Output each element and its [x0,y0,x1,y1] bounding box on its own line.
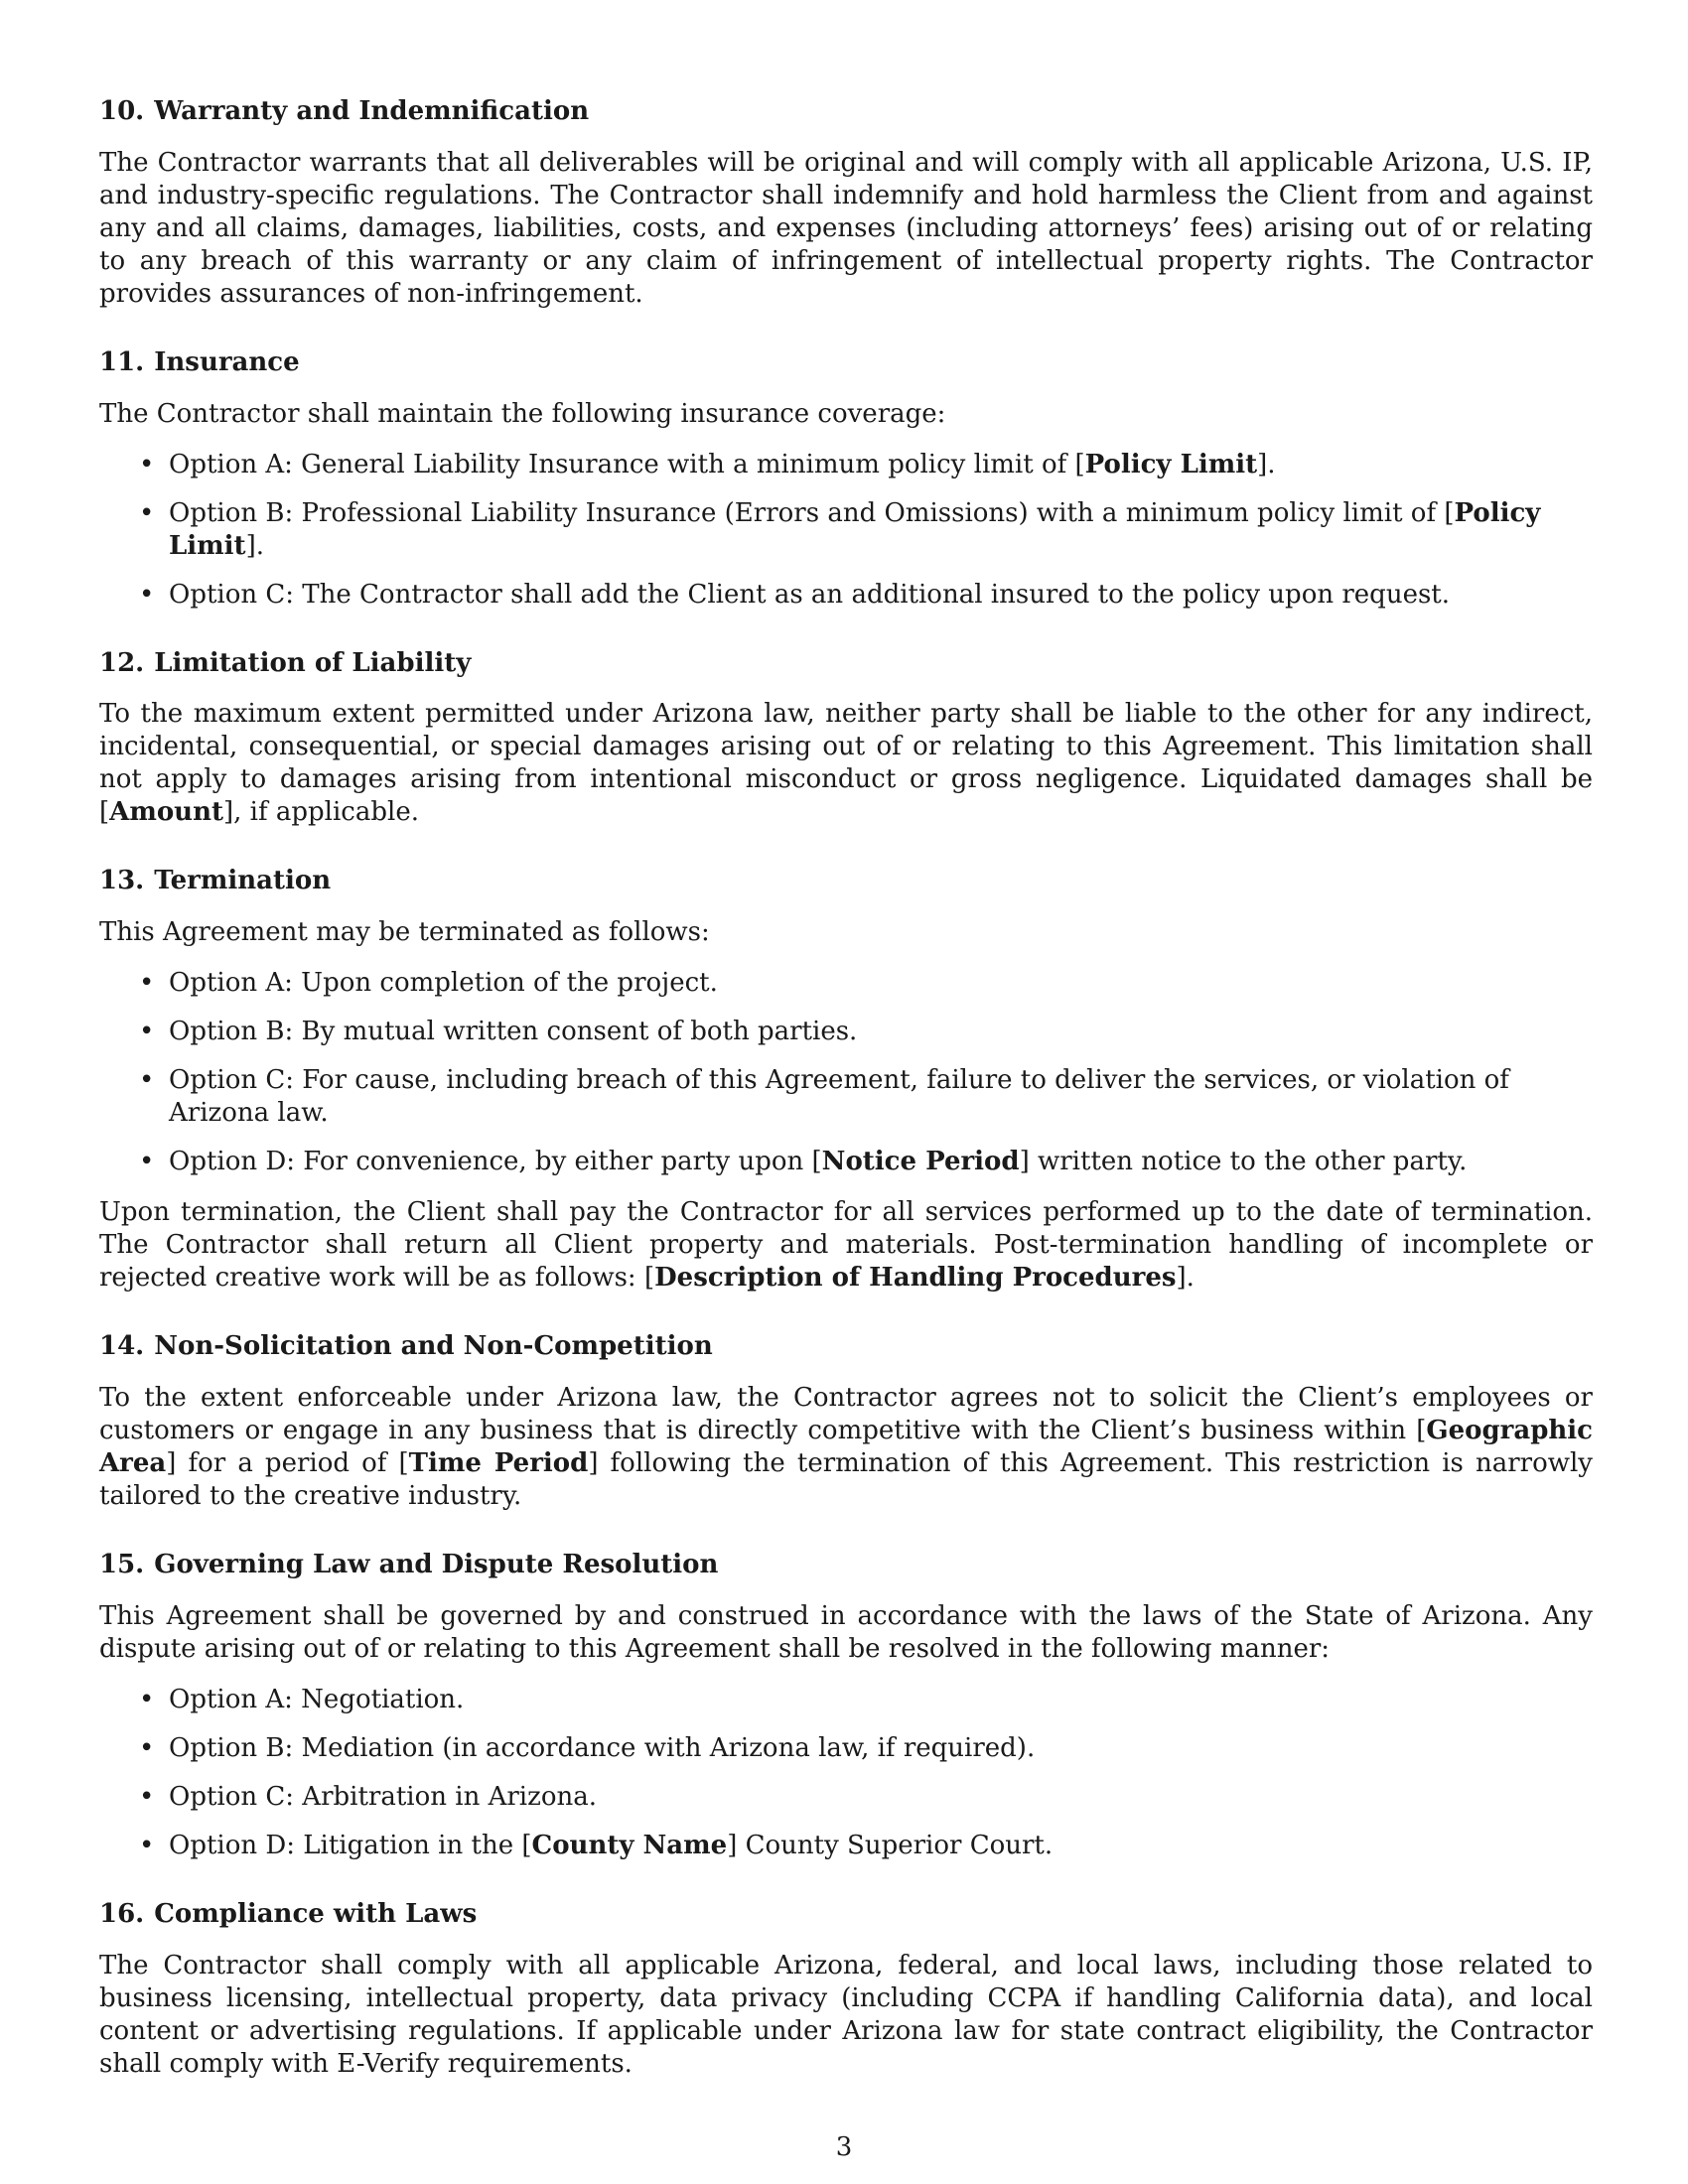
section-heading: 16. Compliance with Laws [99,1898,478,1929]
section-governing-law [99,1549,1593,1862]
section-heading: 15. Governing Law and Dispute Resolution [99,1549,719,1579]
placeholder: Geographic Area [99,1415,1593,1478]
section-paragraph: The Contractor warrants that all deliverables will be original and will comply with all applicable Arizona, U.S. IP, and industry-specific regulations. The Contractor shall indemnify and hold harmless the Client from and against any and all claims, damages, liabilities, costs, and expenses (including attorneys’ fees) arising out of or relating to any breach of this warranty or any claim of infringement of intellectual property rights. The Contractor provides assurances of non-infringement. [99,147,1593,309]
section-heading: 12. Limitation of Liability [99,647,472,678]
option-list [99,449,1593,612]
section-insurance [99,346,1593,612]
document-page [99,95,1593,2116]
section-intro: The Contractor shall maintain the following insurance coverage: [99,398,946,429]
list-item: • Option D: Litigation in the [County Name] County Superior Court. [169,1830,1593,1862]
section-closing: Upon termination, the Client shall pay the Contractor for all services performed up to the date of termination. The Contractor shall return all Client property and materials. Post-termination handling of incomplete or rejected creative work will be as follows: [Description of Handling Procedures]. [99,1197,1593,1294]
list-item: • Option B: Professional Liability Insurance (Errors and Omissions) with a minimum policy limit of [Policy Limit]. [169,497,1593,563]
section-heading: 10. Warranty and Indemnification [99,96,590,126]
list-item: • Option C: Arbitration in Arizona. [169,1781,1593,1814]
list-item: • Option A: Upon completion of the project. [169,967,1593,1000]
placeholder: Amount [109,797,223,828]
placeholder: Description of Handling Procedures [654,1263,1177,1294]
list-item: • Option B: By mutual written consent of both parties. [169,1016,1593,1048]
section-paragraph: To the maximum extent permitted under Arizona law, neither party shall be liable to the other for any indirect, incidental, consequential, or special damages arising out of or relating to this Agreement. This limitation shall not apply to damages arising from intentional misconduct or gross negligence. Liquidated damages shall be [Amount], if applicable. [99,699,1593,828]
section-intro: This Agreement may be terminated as follows: [99,917,710,948]
page-number: 3 [835,2132,853,2162]
list-item: • Option B: Mediation (in accordance with Arizona law, if required). [169,1732,1593,1765]
section-paragraph: The Contractor shall comply with all applicable Arizona, federal, and local laws, including those related to business licensing, intellectual property, data privacy (including CCPA if handling California data), and local content or advertising regulations. If applicable under Arizona law for state contract eligibility, the Contractor shall comply with E-Verify requirements. [99,1950,1593,2079]
list-item: • Option A: Negotiation. [169,1684,1593,1716]
list-item: • Option C: For cause, including breach of this Agreement, failure to deliver the services, or violation of Arizona law. [169,1064,1593,1130]
section-limitation [99,647,1593,830]
section-compliance [99,1898,1593,2081]
section-warranty [99,95,1593,311]
section-paragraph: To the extent enforceable under Arizona law, the Contractor agrees not to solicit the Client’s employees or customers or engage in any business that is directly competitive with the Client’s business within [Geographic Area] for a period of [Time Period] following the termination of this Agreement. This restriction is narrowly tailored to the creative industry. [99,1382,1593,1511]
section-non-solicitation [99,1330,1593,1513]
section-heading: 11. Insurance [99,346,300,377]
section-heading: 14. Non-Solicitation and Non-Competition [99,1331,713,1362]
list-item: • Option D: For convenience, by either party upon [Notice Period] written notice to the other party. [169,1146,1593,1178]
placeholder: Time Period [408,1447,589,1478]
placeholder: Policy Limit [169,497,1541,561]
option-list [99,967,1593,1178]
placeholder: County Name [531,1830,728,1860]
section-termination [99,865,1593,1295]
section-heading: 13. Termination [99,866,332,896]
placeholder: Notice Period [821,1147,1020,1177]
placeholder: Policy Limit [1084,449,1258,479]
list-item: • Option C: The Contractor shall add the Client as an additional insured to the policy upon request. [169,579,1593,612]
list-item: • Option A: General Liability Insurance with a minimum policy limit of [Policy Limit]. [169,449,1593,481]
section-intro: This Agreement shall be governed by and construed in accordance with the laws of the State of Arizona. Any dispute arising out of or relating to this Agreement shall be resolved in the following manner: [99,1600,1593,1664]
option-list [99,1684,1593,1862]
